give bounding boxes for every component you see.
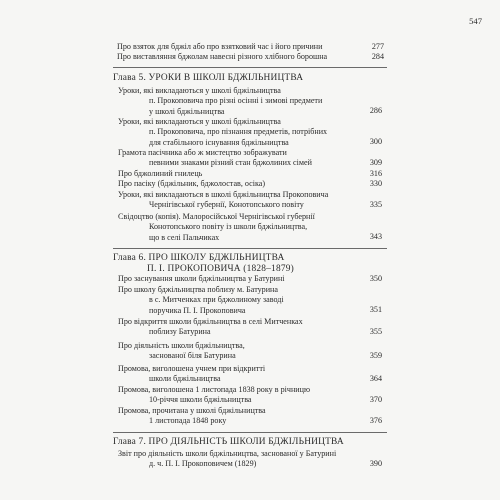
- toc-entry-line: д. ч. П. І. Прокоповичем (1829): [149, 459, 257, 469]
- toc-page-ref: 351: [369, 305, 382, 314]
- toc-entry-line: заснованої біля Батурина: [149, 351, 236, 361]
- chapter-heading: [113, 73, 303, 84]
- toc-entry: [118, 285, 284, 316]
- toc-entry: [117, 42, 322, 52]
- toc-entry-line: що в селі Пальчиках: [149, 232, 220, 242]
- toc-page-ref: 390: [369, 459, 382, 468]
- toc-page-ref: 350: [369, 274, 382, 283]
- toc-page-ref: 359: [369, 351, 382, 360]
- toc-entry: [118, 179, 265, 189]
- toc-entry-line: певними знаками різний стан бджолиних сімей: [149, 158, 312, 168]
- toc-entry-line: Про школу бджільництва поблизу м. Батурина: [118, 285, 278, 294]
- toc-entry-line: Конотопського повіту із школи бджільництва,: [149, 222, 308, 232]
- toc-page-ref: 284: [371, 52, 384, 61]
- toc-page-ref: 364: [369, 374, 382, 383]
- toc-entry: [118, 148, 312, 169]
- page-number: 547: [469, 16, 482, 26]
- toc-page-ref: 309: [369, 158, 382, 167]
- chapter-heading-text: Глава 5. УРОКИ В ШКОЛІ БДЖІЛЬНИЦТВА: [113, 73, 304, 83]
- toc-entry-line: Уроки, які викладаються у школі бджільництва: [118, 117, 281, 126]
- toc-entry: [118, 190, 328, 211]
- toc-entry: [118, 341, 245, 362]
- toc-page-ref: 335: [369, 200, 382, 209]
- toc-page-ref: 370: [369, 395, 382, 404]
- toc-entry-line: в с. Митченках при бджолиному заводі: [149, 295, 284, 305]
- toc-entry: [118, 364, 265, 385]
- toc-entry-line: Уроки, які викладаються у школі бджільництва: [118, 86, 281, 95]
- chapter-heading: [113, 437, 344, 448]
- toc-entry: [118, 406, 266, 427]
- section-divider: [113, 432, 387, 433]
- toc-entry-line: Свідоцтво (копія). Малоросійської Чернігівської губернії: [118, 212, 315, 221]
- toc-entry: [118, 117, 327, 148]
- toc-entry-line: Про діяльність школи бджільництва,: [118, 341, 245, 350]
- toc-entry-line: Чернігівської губернії, Конотопського повіту: [149, 200, 304, 210]
- toc-entry: [118, 317, 303, 338]
- chapter-subheading: [147, 264, 294, 275]
- toc-entry-line: Про виставляння бджолам навесні різного хлібного борошна: [117, 52, 328, 61]
- toc-entry-line: Про бджолиний гнилець: [118, 169, 203, 178]
- chapter-subheading-text: П. І. ПРОКОПОВИЧА (1828–1879): [147, 264, 294, 274]
- toc-entry: [118, 212, 315, 243]
- toc-page-ref: 277: [371, 42, 384, 51]
- toc-entry-line: для стабільного існування бджільництва: [149, 137, 289, 147]
- toc-entry-line: Промова, виголошена 1 листопада 1838 року в річницю: [118, 385, 310, 394]
- toc-entry: [118, 86, 322, 117]
- toc-entry-line: Промова, прочитана у школі бджільництва: [118, 406, 266, 415]
- toc-page-ref: 355: [369, 327, 382, 336]
- toc-entry-line: школи бджільництва: [149, 374, 221, 384]
- toc-entry-line: поблизу Батурина: [149, 327, 211, 337]
- toc-page-ref: 343: [369, 232, 382, 241]
- toc-page-ref: 286: [369, 106, 382, 115]
- toc-entry-line: Звіт про діяльність школи бджільництва, заснованої у Батурині: [118, 449, 337, 458]
- toc-entry-line: у школі бджільництва: [149, 106, 225, 116]
- toc-page-ref: 330: [369, 179, 382, 188]
- toc-entry: [118, 449, 336, 470]
- toc-entry-line: поручика П. І. Прокоповича: [149, 305, 246, 315]
- toc-entry-line: п. Прокоповича, про пізнання предметів, потрібних: [149, 127, 328, 137]
- toc-entry-line: Про заснування школи бджільництва у Батурині: [118, 274, 285, 283]
- toc-entry-line: Промова, виголошена учнем при відкритті: [118, 364, 266, 373]
- toc-page-ref: 376: [369, 416, 382, 425]
- chapter-heading-text: Глава 7. ПРО ДІЯЛЬНІСТЬ ШКОЛИ БДЖІЛЬНИЦТВА: [113, 437, 344, 447]
- toc-entry-line: Про пасіку (бджільник, бджолостав, осіка): [118, 179, 266, 188]
- toc-entry-line: 10-річчя школи бджільництва: [149, 395, 252, 405]
- toc-entry-line: Грамота пасічника або ж мистецтво зображувати: [118, 148, 287, 157]
- chapter-heading-text: Глава 6. ПРО ШКОЛУ БДЖІЛЬНИЦТВА: [113, 253, 285, 263]
- section-divider: [113, 67, 387, 68]
- toc-entry-line: п. Прокоповича про різні осінні і зимові предмети: [149, 96, 323, 106]
- toc-page-ref: 300: [369, 137, 382, 146]
- section-divider: [113, 248, 387, 249]
- toc-entry: [118, 169, 202, 179]
- toc-entry: [117, 52, 327, 62]
- toc-entry: [118, 274, 285, 284]
- toc-entry-line: 1 листопада 1848 року: [149, 416, 227, 426]
- chapter-heading: [113, 253, 284, 264]
- toc-entry-line: Про відкриття школи бджільництва в селі Митченках: [118, 317, 303, 326]
- toc-page-ref: 316: [369, 169, 382, 178]
- toc-entry-line: Уроки, які викладаються в школі бджільництва Прокоповича: [118, 190, 329, 199]
- toc-entry-line: Про взяток для бджіл або про взятковий час і його причини: [117, 42, 323, 51]
- toc-entry: [118, 385, 310, 406]
